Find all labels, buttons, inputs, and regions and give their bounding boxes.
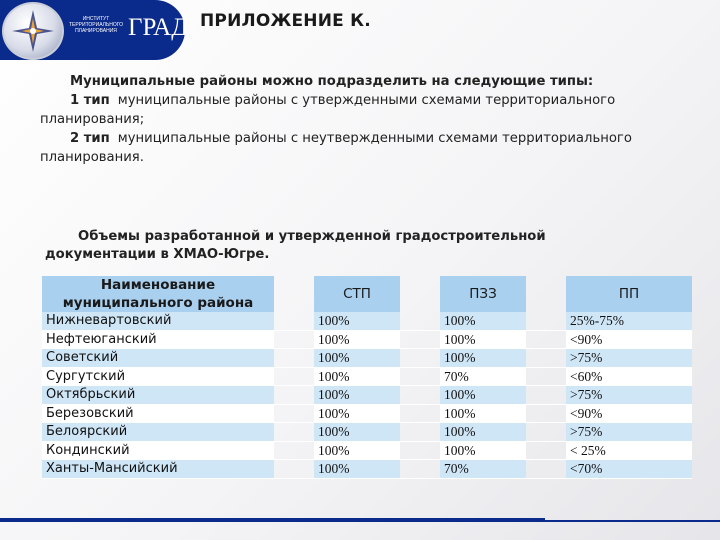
header-pp: ПП [566, 276, 692, 312]
table-row [42, 330, 692, 349]
name-cell: Советский [42, 349, 274, 368]
logo-institute-text: ИНСТИТУТ ТЕРРИТОРИАЛЬНОГО ПЛАНИРОВАНИЯ [68, 16, 124, 34]
table-row [42, 312, 692, 330]
type1-continuation: планирования; [40, 112, 145, 127]
documentation-table [42, 276, 692, 479]
table-row [42, 423, 692, 442]
stp-cell: 100% [314, 404, 400, 423]
stp-cell: 100% [314, 460, 400, 479]
page-title: ПРИЛОЖЕНИЕ К. [200, 11, 371, 31]
pp-cell: <90% [566, 404, 692, 423]
logo-banner [0, 0, 189, 60]
name-cell: Нефтеюганский [42, 330, 274, 349]
pzz-cell: 70% [440, 460, 526, 479]
header-stp: СТП [314, 276, 400, 312]
header-name-line1: Наименование [100, 277, 216, 293]
pp-cell: >75% [566, 423, 692, 442]
stp-cell: 100% [314, 330, 400, 349]
compass-star-icon [4, 4, 62, 58]
pzz-cell: 100% [440, 330, 526, 349]
pp-cell: <90% [566, 330, 692, 349]
type1-text: муниципальные районы с утвержденными схемами территориального [117, 93, 616, 108]
name-cell: Сургутский [42, 367, 274, 386]
table-row [42, 404, 692, 423]
name-cell: Кондинский [42, 441, 274, 460]
stp-cell: 100% [314, 386, 400, 405]
logo-wordmark: ГРАД [128, 14, 189, 41]
name-cell: Березовский [42, 404, 274, 423]
pzz-cell: 100% [440, 441, 526, 460]
pp-cell: <70% [566, 460, 692, 479]
section-title-line2: документации в ХМАО-Югре. [45, 247, 270, 262]
name-cell: Ханты-Мансийский [42, 460, 274, 479]
pzz-cell: 100% [440, 312, 526, 330]
pzz-cell: 100% [440, 404, 526, 423]
header-pzz: ПЗЗ [440, 276, 526, 312]
intro-text [40, 72, 690, 167]
header-name-line2: муниципального района [62, 295, 254, 311]
section-title-line1: Объемы разработанной и утвержденной градостроительной [78, 229, 546, 244]
stp-cell: 100% [314, 423, 400, 442]
pp-cell: <60% [566, 367, 692, 386]
pp-cell: < 25% [566, 441, 692, 460]
footer-bar-thin [545, 520, 720, 522]
header-name [42, 276, 274, 312]
stp-cell: 100% [314, 367, 400, 386]
pzz-cell: 70% [440, 367, 526, 386]
logo-emblem [2, 2, 64, 60]
pzz-cell: 100% [440, 349, 526, 368]
stp-cell: 100% [314, 312, 400, 330]
table-row [42, 460, 692, 479]
table-row [42, 386, 692, 405]
type2-line [40, 129, 690, 148]
type1-label: 1 тип [70, 93, 110, 108]
name-cell: Белоярский [42, 423, 274, 442]
table-header-row [42, 276, 692, 312]
stp-cell: 100% [314, 441, 400, 460]
footer-bar [0, 518, 545, 522]
table-row [42, 367, 692, 386]
table-body [42, 312, 692, 478]
pzz-cell: 100% [440, 423, 526, 442]
name-cell: Нижневартовский [42, 312, 274, 330]
table-row [42, 441, 692, 460]
intro-heading: Муниципальные районы можно подразделить на следующие типы: [70, 74, 594, 89]
type2-text: муниципальные районы с неутвержденными схемами территориального [117, 131, 632, 146]
stp-cell: 100% [314, 349, 400, 368]
table-row [42, 349, 692, 368]
type1-line [40, 91, 690, 110]
pp-cell: 25%-75% [566, 312, 692, 330]
pp-cell: >75% [566, 386, 692, 405]
pp-cell: >75% [566, 349, 692, 368]
section-title [45, 228, 645, 264]
name-cell: Октябрьский [42, 386, 274, 405]
pzz-cell: 100% [440, 386, 526, 405]
type2-label: 2 тип [70, 131, 110, 146]
type2-continuation: планирования. [40, 150, 144, 165]
